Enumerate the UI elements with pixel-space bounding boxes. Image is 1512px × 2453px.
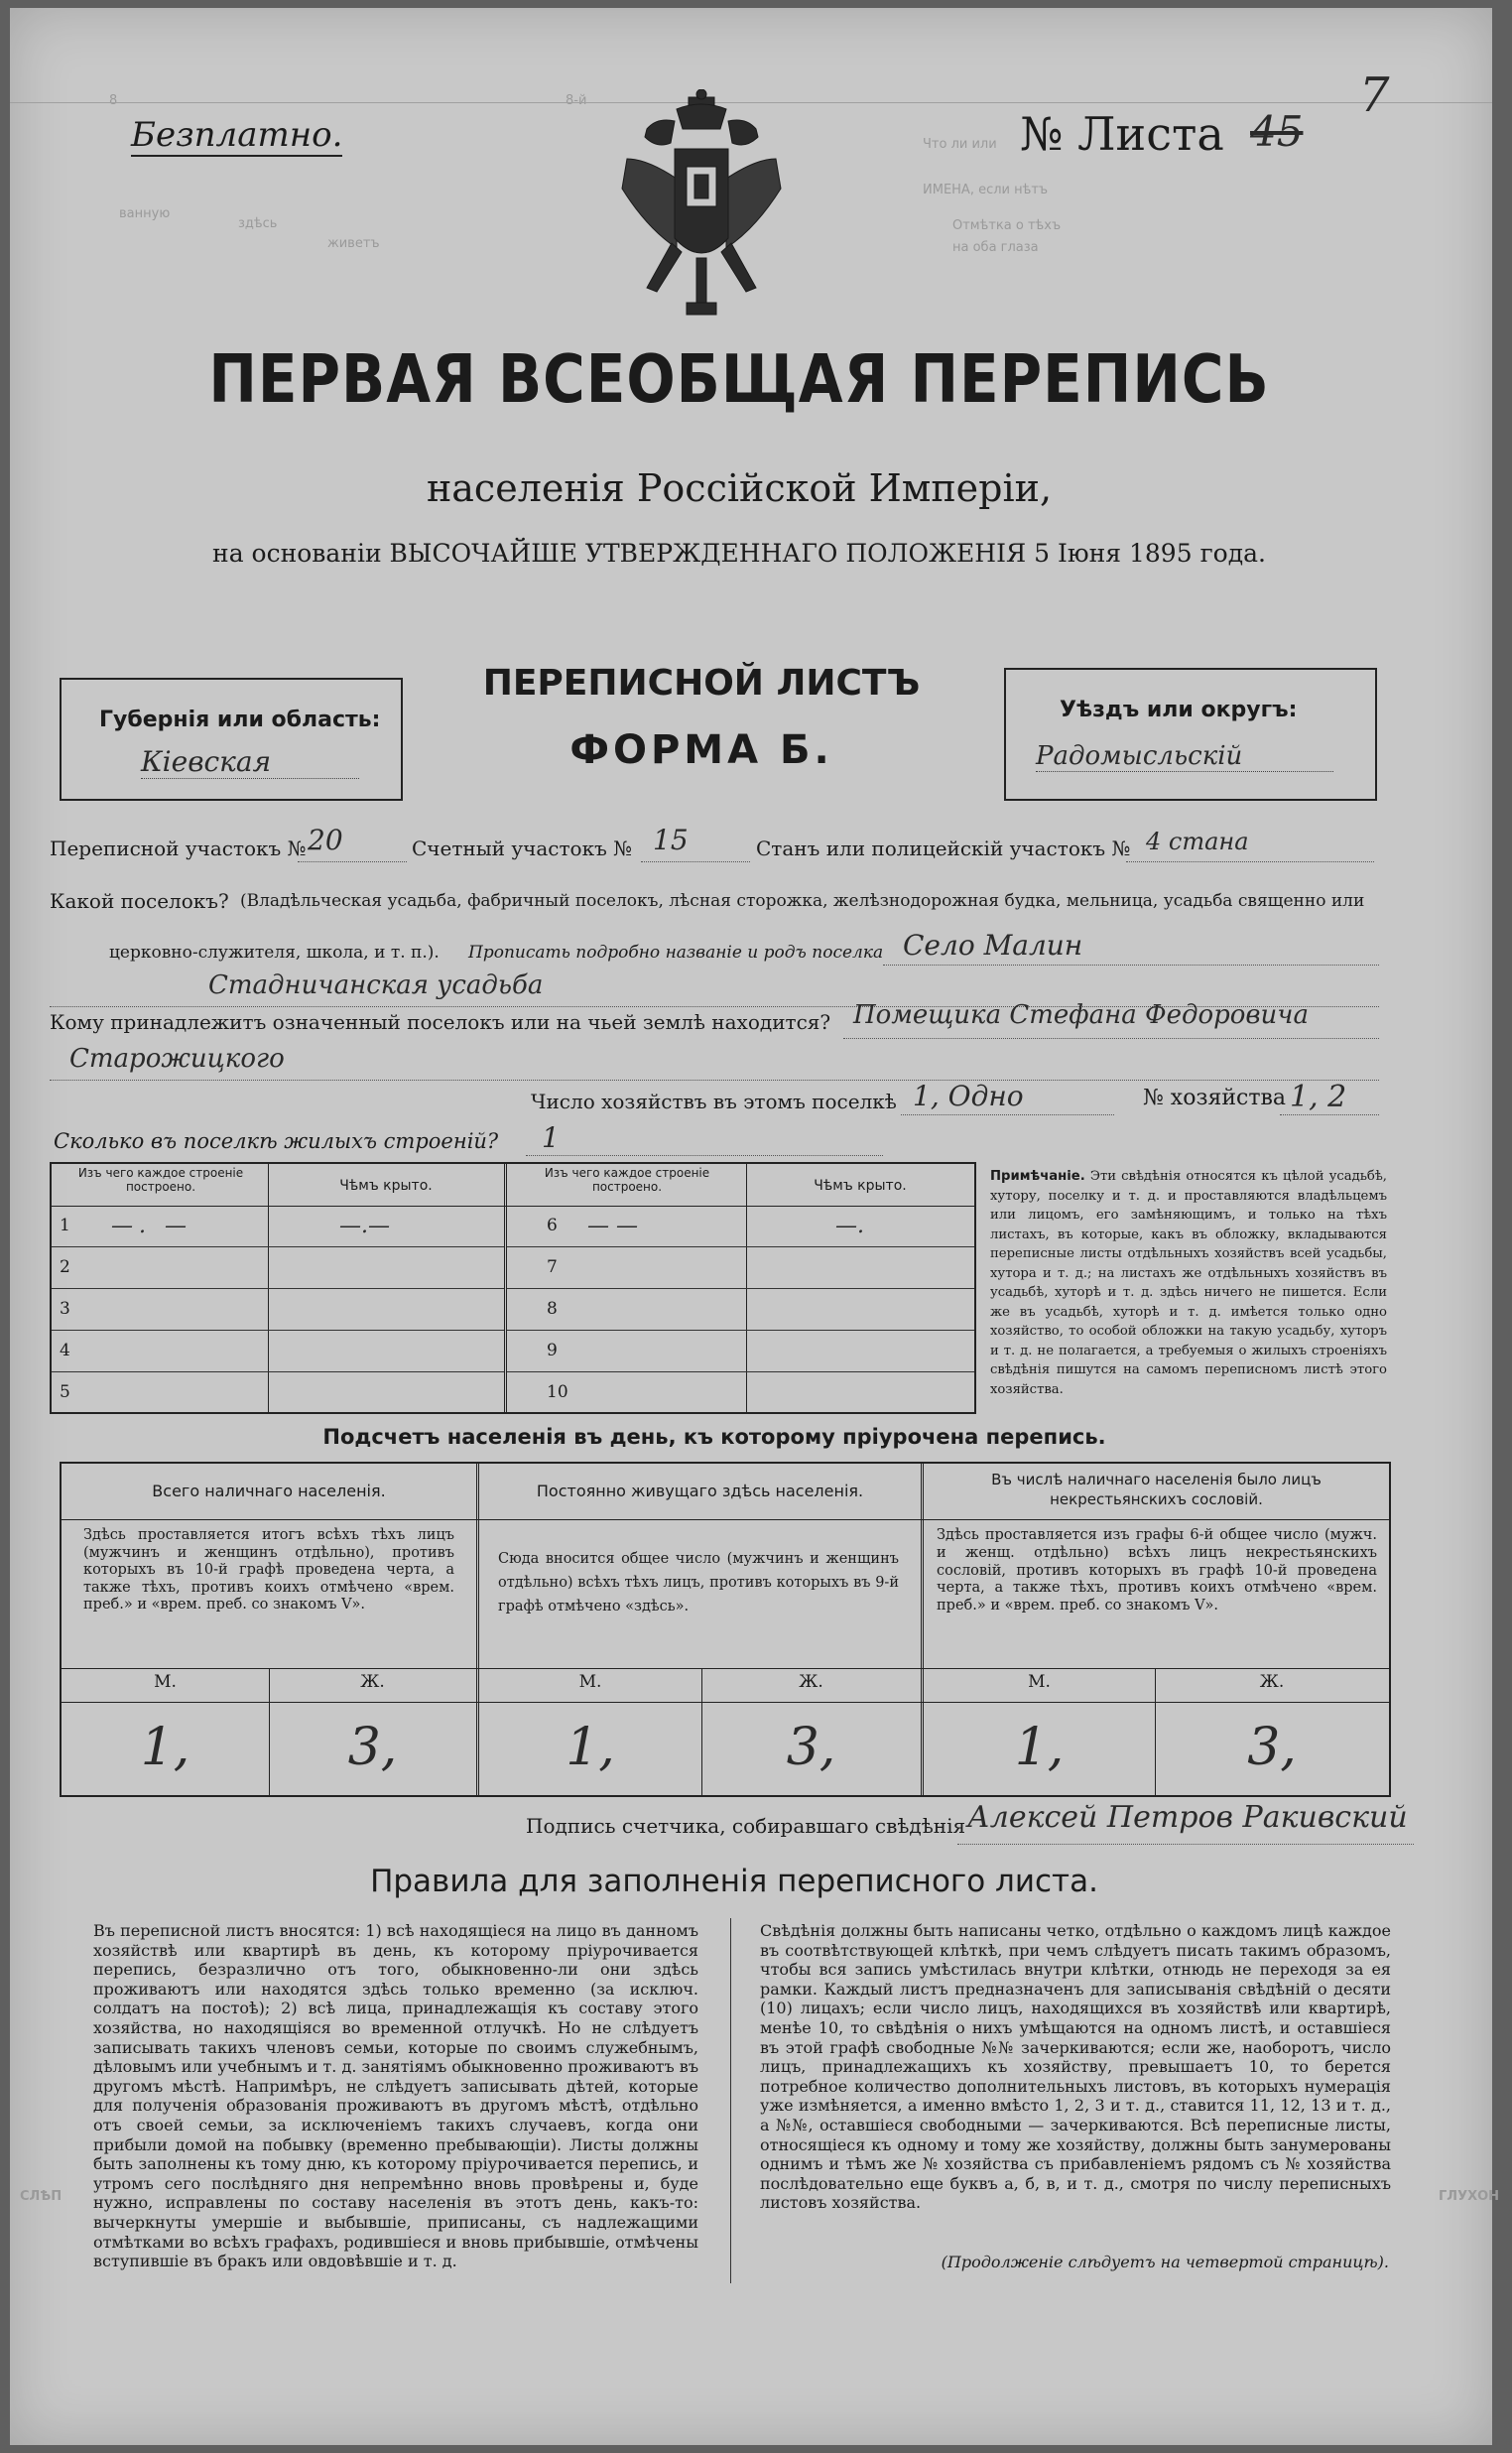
corner-mark: 7 xyxy=(1359,67,1390,123)
eagle-seal-icon xyxy=(617,89,786,327)
col-material-right: Изъ чего каждое строеніе построено. xyxy=(544,1166,710,1194)
settlement-label: Какой поселокъ? xyxy=(50,889,229,913)
table-row: 8 xyxy=(507,1289,974,1331)
table-row: 3 xyxy=(52,1289,504,1331)
col1-title: Всего наличнаго населенія. xyxy=(152,1482,386,1500)
owner-value: Помещика Стефана Федоровича xyxy=(853,1000,1309,1030)
table-row: 4 xyxy=(52,1331,504,1372)
buildings-table xyxy=(50,1162,976,1414)
bleed-text: ГЛУХОН xyxy=(1439,2189,1500,2204)
col3-desc: Здѣсь проставляется изъ графы 6-й общее число (мужч. и женщ. отдѣльно) всѣхъ лицъ некрестьянскихъ сословій, противъ которыхъ въ графѣ 10-й проведена черта, а также тѣхъ, противъ коихъ отмѣчено «врем. преб.» и «врем. преб. со знакомъ V». xyxy=(937,1527,1377,1614)
form-title: ПЕРЕПИСНОЙ ЛИСТЪ xyxy=(482,663,921,704)
table-row: 2 xyxy=(52,1247,504,1289)
settlement-instruction: Прописать подробно названіе и родъ поселка xyxy=(468,943,884,963)
form-letter: ФОРМА Б. xyxy=(569,727,833,773)
bleed-text: здѣсь xyxy=(238,216,278,231)
signature-value: Алексей Петров Ракивский xyxy=(967,1800,1408,1835)
rules-divider xyxy=(730,1918,731,2283)
count-value: 1, xyxy=(566,1718,615,1777)
note-head: Примѣчаніе. xyxy=(990,1169,1085,1184)
col1-zh: Ж. xyxy=(360,1672,385,1692)
household-no-value: 1, 2 xyxy=(1290,1080,1347,1114)
count-value: 1, xyxy=(140,1718,190,1777)
bleed-text: на оба глаза xyxy=(952,240,1039,255)
col3-title: Въ числѣ наличнаго населенія было лицъ некрестьянскихъ сословій. xyxy=(991,1471,1322,1508)
signature-label: Подпись счетчика, собиравшаго свѣдѣнія xyxy=(526,1814,966,1838)
settlement-hint-2: церковно-служителя, школа, и т. п.). xyxy=(109,943,440,963)
owner-value-2: Старожицкого xyxy=(69,1044,285,1074)
census-area-value: 20 xyxy=(308,824,343,856)
sheet-number-value: 45 xyxy=(1250,107,1304,156)
basis-line: на основаніи ВЫСОЧАЙШЕ УТВЕРЖДЕННАГО ПОЛОЖЕНІЯ 5 Іюня 1895 года. xyxy=(212,539,1266,568)
gubernia-box xyxy=(60,678,403,801)
count-area-label: Счетный участокъ № xyxy=(412,837,633,860)
col2-desc: Сюда вносится общее число (мужчинъ и женщинъ отдѣльно) всѣхъ тѣхъ лицъ, противъ которыхъ въ 9-й графѣ отмѣчено «здѣсь». xyxy=(498,1551,899,1614)
col-material-left: Изъ чего каждое строеніе построено. xyxy=(77,1166,244,1194)
gubernia-value: Кіевская xyxy=(141,745,359,779)
table-row: 9 xyxy=(507,1331,974,1372)
table-row: 6 xyxy=(507,1206,974,1247)
bleed-text: живетъ xyxy=(327,236,380,251)
note-text: Эти свѣдѣнія относятся къ цѣлой усадьбѣ, хутору, поселку и т. д. и проставляются владѣльцемъ или лицомъ, его замѣняющимъ, и только на тѣхъ листахъ, въ которые, какъ въ обложку, вкладываются переписные листы отдѣльныхъ хозяйствъ всей усадьбы, хутора и т. д.; на листахъ же отдѣльныхъ хозяйствъ въ усадьбѣ, хуторѣ и т. д. здѣсь ничего не пишется. Если же въ усадьбѣ, хуторѣ и т. д. имѣется только одно хозяйство, то особой обложки на такую усадьбу, хуторъ и т. д. не полагается, а требуемыя о жилыхъ строеніяхъ свѣдѣнія пишутся на самомъ переписномъ листѣ этого хозяйства. xyxy=(990,1169,1388,1397)
count-value: 1, xyxy=(1014,1718,1065,1777)
household-no-label: № хозяйства xyxy=(1143,1086,1286,1110)
bleed-text: Отмѣтка о тѣхъ xyxy=(952,218,1062,233)
rules-right: Свѣдѣнія должны быть написаны четко, отдѣльно о каждомъ лицѣ каждое въ соотвѣтствующей клѣткѣ, при чемъ слѣдуетъ писать такимъ образомъ, чтобы вся запись умѣстилась внутри клѣтки, отнюдь не переходя за ея рамки. Каждый листъ предназначенъ для записыванія свѣдѣній о десяти (10) лицахъ; если число лицъ, находящихся въ хозяйствѣ или квартирѣ, менѣе 10, то свѣдѣнія о нихъ умѣщаются на одномъ листѣ, и оставшіеся въ этой графѣ свободные №№ зачеркиваются; если же, наоборотъ, число лицъ, принадлежащихъ къ хозяйству, превышаетъ 10, то берется потребное количество дополнительныхъ листовъ, въ которыхъ нумерація уже измѣняется, а именно вмѣсто 1, 2, 3 и т. д., ставится 11, 12, 13 и т. д., а №№, оставшіеся свободными — зачеркиваются. Всѣ переписные листы, относящіеся къ одному и тому же хозяйству, должны быть занумерованы однимъ и тѣмъ же № хозяйства съ прибавленіемъ рядомъ съ № хозяйства послѣдовательно еще буквъ а, б, в, и т. д., смотря по числу переписныхъ листовъ хозяйства. xyxy=(760,1921,1391,2213)
rules-left: Въ переписной листъ вносятся: 1) всѣ находящіеся на лицо въ данномъ хозяйствѣ или квартирѣ въ день, къ которому пріурочивается перепись, безразлично отъ того, обыкновенно-ли они здѣсь проживаютъ или находятся здѣсь только временно (за исключ. солдатъ на постоѣ); 2) всѣ лица, принадлежащія къ составу этого хозяйства, но находящіяся во временной отлучкѣ. Но не слѣдуетъ записывать такихъ членовъ семьи, которые по своимъ служебнымъ, дѣловымъ или учебнымъ и т. д. занятіямъ обыкновенно проживаютъ въ другомъ мѣстѣ. Напримѣръ, не слѣдуетъ записывать дѣтей, которые для полученія образованія проживаютъ въ другомъ мѣстѣ, отдѣльно отъ своей семьи, за исключеніемъ такихъ случаевъ, когда они прибыли домой на побывку (временно пребывающіи). Листы должны быть заполнены къ тому дню, къ которому пріурочивается перепись, и утромъ сего послѣдняго дня непремѣнно вновь провѣрены и, буде нужно, исправлены по составу населенія въ этотъ день, какъ-то: вычеркнуты умершіе и выбывшіе, приписаны, съ надлежащими отмѣтками во всѣхъ графахъ, родившіеся и вновь прибывшіе, отмѣчены вступившіе въ бракъ или овдовѣвшіе и т. д. xyxy=(93,1921,698,2271)
uezd-box xyxy=(1004,668,1377,801)
note xyxy=(990,1167,1387,1399)
owner-label: Кому принадлежитъ означенный поселокъ или на чьей землѣ находится? xyxy=(50,1010,831,1034)
col2-title: Постоянно живущаго здѣсь населенія. xyxy=(536,1482,864,1500)
count-value: 3, xyxy=(786,1718,836,1777)
bleed-text: 8-й xyxy=(566,93,587,108)
table-row: 7 xyxy=(507,1247,974,1289)
bleed-text: СЛѢП xyxy=(20,2189,63,2204)
households-label: Число хозяйствъ въ этомъ поселкѣ xyxy=(531,1090,897,1113)
count-area-value: 15 xyxy=(653,824,689,856)
stan-value: 4 стана xyxy=(1146,828,1249,855)
page-subtitle: населенія Россійской Имперіи, xyxy=(426,466,1053,510)
col2-m: М. xyxy=(578,1672,602,1692)
count-value: 3, xyxy=(1247,1718,1297,1777)
settlement-value-2: Стадничанская усадьба xyxy=(208,970,544,1000)
page-title: ПЕРВАЯ ВСЕОБЩАЯ ПЕРЕПИСЬ xyxy=(208,339,1270,419)
gubernia-label: Губернія или область: xyxy=(99,708,381,732)
census-sheet xyxy=(10,8,1500,2445)
free-label: Безплатно. xyxy=(131,115,343,155)
rules-continued: (Продолженіе слѣдуетъ на четвертой страницѣ). xyxy=(941,2253,1389,2271)
col-roof-left: Чѣмъ крыто. xyxy=(339,1178,433,1194)
settlement-hint: (Владѣльческая усадьба, фабричный поселокъ, лѣсная сторожка, желѣзнодорожная будка, мельница, усадьба священно или xyxy=(240,891,1365,911)
count-table xyxy=(60,1462,1391,1797)
bleed-text: Что ли или xyxy=(923,137,997,152)
table-row: 1 xyxy=(52,1206,504,1247)
rules-title: Правила для заполненія переписного листа. xyxy=(370,1864,1098,1899)
bleed-text: 8 xyxy=(109,93,118,108)
table-row: 10 xyxy=(547,1382,568,1402)
stan-label: Станъ или полицейскій участокъ № xyxy=(756,837,1131,860)
dash-mark: —. — xyxy=(111,1214,192,1238)
count-value: 3, xyxy=(347,1718,398,1777)
settlement-value: Село Малин xyxy=(903,929,1083,962)
census-area-label: Переписной участокъ № xyxy=(50,837,307,860)
col-roof-right: Чѣмъ крыто. xyxy=(814,1178,907,1194)
uezd-label: Уѣздъ или округъ: xyxy=(1060,698,1298,722)
col1-desc: Здѣсь проставляется итогъ всѣхъ тѣхъ лицъ (мужчинъ и женщинъ отдѣльно), противъ которыхъ въ 10-й графѣ проведена черта, а также тѣхъ, противъ коихъ отмѣчено «врем. преб.» и «врем. преб. со знакомъ V». xyxy=(83,1527,454,1614)
households-value: 1, Одно xyxy=(913,1080,1024,1112)
uezd-value: Радомысльскій xyxy=(1036,741,1333,772)
col3-m: М. xyxy=(1028,1672,1051,1692)
dash-mark: —. xyxy=(835,1214,864,1238)
right-rows xyxy=(507,1206,974,1412)
col2-zh: Ж. xyxy=(799,1672,823,1692)
dash-mark: — — xyxy=(587,1214,638,1238)
bleed-text: ванную xyxy=(119,206,171,221)
table-row: 5 xyxy=(60,1382,70,1402)
col1-m: М. xyxy=(154,1672,177,1692)
sheet-number-label: № Листа xyxy=(1020,107,1224,161)
dwellings-label: Сколько въ поселкѣ жилыхъ строеній? xyxy=(54,1129,499,1153)
bleed-text: ИМЕНА, если нѣтъ xyxy=(923,183,1049,197)
count-heading: Подсчетъ населенія въ день, къ которому пріурочена перепись. xyxy=(322,1425,1106,1449)
dash-mark: —.— xyxy=(339,1214,390,1238)
dwellings-value: 1 xyxy=(542,1121,560,1154)
col3-zh: Ж. xyxy=(1259,1672,1285,1692)
